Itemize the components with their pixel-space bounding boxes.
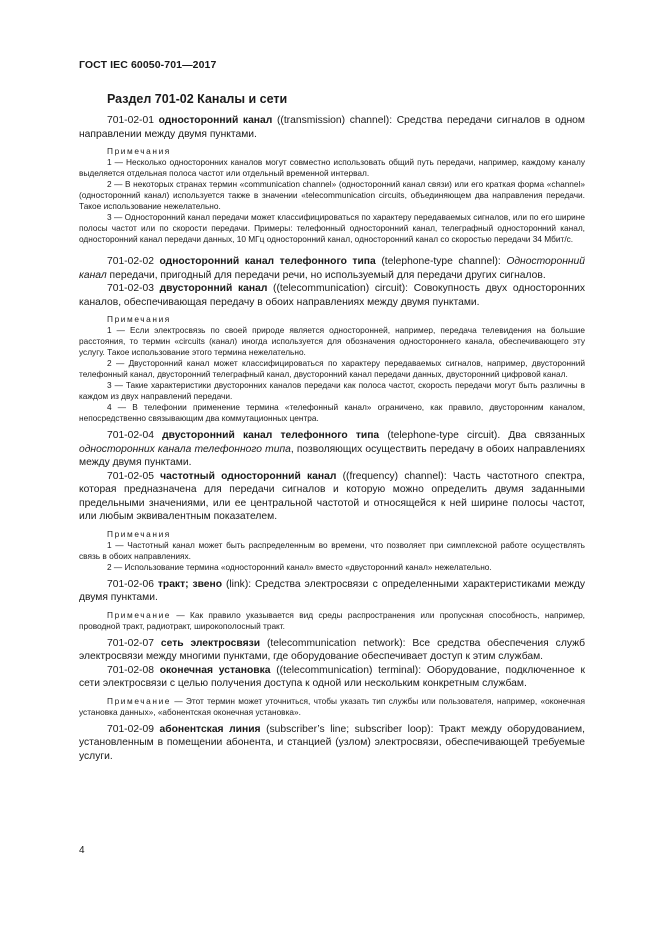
term-definition: (link): Средства электросвязи с определенными характеристиками между двумя пунктами. bbox=[79, 578, 585, 603]
term-definition: передачи, пригодный для передачи речи, но используемый для передачи других сигналов. bbox=[106, 269, 546, 281]
term-name: сеть электросвязи bbox=[160, 637, 261, 649]
note-item: 3 — Такие характеристики двусторонних каналов передачи как полоса частот, скорость передачи могут быть различны в каждом из двух направлений передачи. bbox=[79, 380, 585, 401]
term-reference: Односторонний канал bbox=[79, 256, 586, 281]
term-name: двусторонний канал bbox=[159, 283, 268, 294]
note-item: 1 — Несколько односторонних каналов могут совместно использовать общий путь передачи, например, каждому каналу выделяется отдельная полоса частот или отдельный временной интервал. bbox=[79, 157, 585, 178]
note-item: 2 — В некоторых странах термин «communication channel» (односторонний канал связи) или его краткая форма «channel» (односторонний канал) используется также в значении «telecommunication circuits, объединяющем два направления передачи. Такое использование нежелательно. bbox=[79, 179, 585, 211]
term-name: двусторонний канал телефонного типа bbox=[162, 430, 380, 441]
page-number: 4 bbox=[79, 845, 85, 856]
term-code: 701-02-03 bbox=[107, 283, 154, 294]
section-title: Раздел 701-02 Каналы и сети bbox=[107, 92, 288, 106]
term-name: односторонний канал телефонного типа bbox=[159, 256, 376, 267]
term-entry-701-02-04 bbox=[79, 429, 585, 470]
note-item: 2 — Использование термина «односторонний канал» вместо «двусторонний канал» нежелательно. bbox=[107, 561, 492, 572]
note-single bbox=[79, 696, 585, 718]
term-entry-701-02-08 bbox=[79, 664, 585, 691]
term-entry-701-02-05 bbox=[79, 470, 585, 524]
note-single bbox=[79, 610, 585, 632]
term-code: 701-02-04 bbox=[107, 430, 154, 441]
term-code: 701-02-06 bbox=[107, 578, 154, 590]
notes-heading: Примечания bbox=[107, 314, 171, 324]
term-definition: ((frequency) channel): Часть частотного спектра, которая предназначена для передачи сигналов и которую можно определить двумя заданными предельными значениями, или ее центральной частотой и относящейся к ней ширине полосы частот, или любым эквивалентным показателем. bbox=[79, 470, 585, 522]
term-reference: односторонних канала телефонного типа bbox=[79, 443, 291, 455]
note-item: 1 — Частотный канал может быть распределенным во времени, что позволяет при симплексной работе осуществлять связь в обоих направлениях. bbox=[79, 539, 585, 561]
document-header: ГОСТ IEC 60050-701—2017 bbox=[79, 59, 217, 71]
note-label: Примечание bbox=[107, 695, 172, 706]
term-definition: , позволяющих осуществить передачу в обоих направлениях между двумя пунктами. bbox=[79, 443, 585, 468]
notes-heading: Примечания bbox=[107, 146, 171, 156]
term-definition: (telecommunication network): Все средства обеспечения служб электросвязи между многими пунктами, где оборудование обеспечивает доступ к этим службам. bbox=[79, 637, 585, 662]
term-name: оконечная установка bbox=[159, 664, 271, 676]
term-definition: ((transmission) channel): Средства передачи сигналов в одном направлении между двумя пунктами. bbox=[79, 115, 585, 140]
note-item: 3 — Односторонний канал передачи может классифицироваться по характеру передаваемых сигналов, или по его ширине полосы частот или по скорости передачи. Примеры: телефонный односторонний канал, телеграфный односторонний канал, односторонний канал передачи данных, 10 МГц односторонний канал, односторонний канал со скоростью передачи 34 Мбит/с. bbox=[79, 212, 585, 244]
term-definition: ((telecommunication) circuit): Совокупность двух односторонних каналов, обеспечивающая передачу в обоих направлениях между двумя пунктами. bbox=[79, 283, 585, 308]
note-label: Примечание bbox=[107, 609, 172, 620]
term-entry-701-02-01 bbox=[79, 114, 585, 141]
term-code: 701-02-05 bbox=[107, 470, 154, 482]
term-english: (telephone-type circuit). Два связанных bbox=[379, 430, 586, 441]
term-code: 701-02-02 bbox=[107, 256, 154, 267]
term-name: односторонний канал bbox=[158, 115, 273, 126]
note-item: 2 — Двусторонний канал может классифицироваться по характеру передаваемых сигналов, например, двусторонний телефонный канал, двусторонний телеграфный канал, двусторонний канал передачи данных, двусторонний цифровой канал. bbox=[79, 358, 585, 379]
term-code: 701-02-07 bbox=[107, 637, 154, 649]
note-item: 4 — В телефонии применение термина «телефонный канал» ограничено, как правило, двусторонним каналом, непосредственно связывающим два коммутационных центра. bbox=[79, 402, 585, 423]
term-entry-701-02-03 bbox=[79, 282, 585, 309]
term-english: (telephone-type channel): bbox=[375, 256, 507, 267]
term-name: абонентская линия bbox=[159, 723, 261, 735]
term-entry-701-02-09 bbox=[79, 723, 585, 764]
term-code: 701-02-01 bbox=[107, 115, 154, 126]
term-definition: ((telecommunication) terminal): Оборудование, подключенное к сети электросвязи с целью получения доступа к одной или нескольким конкретным службам. bbox=[79, 664, 585, 689]
term-entry-701-02-02 bbox=[79, 255, 585, 282]
term-code: 701-02-09 bbox=[107, 723, 154, 735]
term-name: частотный односторонний канал bbox=[160, 470, 337, 482]
term-name: тракт; звено bbox=[157, 578, 223, 590]
note-text: — Как правило указывается вид среды распространения или пропускная способность, например, проводной тракт, радиотракт, широкополосный тракт. bbox=[79, 609, 585, 631]
term-definition: (subscriber’s line; subscriber loop): Тракт между оборудованием, установленным в помещении абонента, и станцией (узлом) электросвязи, обеспечивающей требуемые услуги. bbox=[79, 723, 585, 762]
term-entry-701-02-07 bbox=[79, 637, 585, 664]
term-entry-701-02-06 bbox=[79, 578, 585, 605]
note-text: — Этот термин может уточниться, чтобы указать тип службы или пользователя, например, «оконечная установка данных», «абонентская оконечная установка». bbox=[79, 695, 585, 717]
page-content bbox=[79, 114, 585, 763]
notes-heading: Примечания bbox=[107, 528, 171, 539]
term-code: 701-02-08 bbox=[107, 664, 154, 676]
note-item: 1 — Если электросвязь по своей природе является односторонней, например, передача телевидения на большие расстояния, то термин «circuits (канал) иногда используется для обозначения одностороннего канала, обеспечивающего эту услугу. Такое использование этого термина нежелательно. bbox=[79, 325, 585, 357]
